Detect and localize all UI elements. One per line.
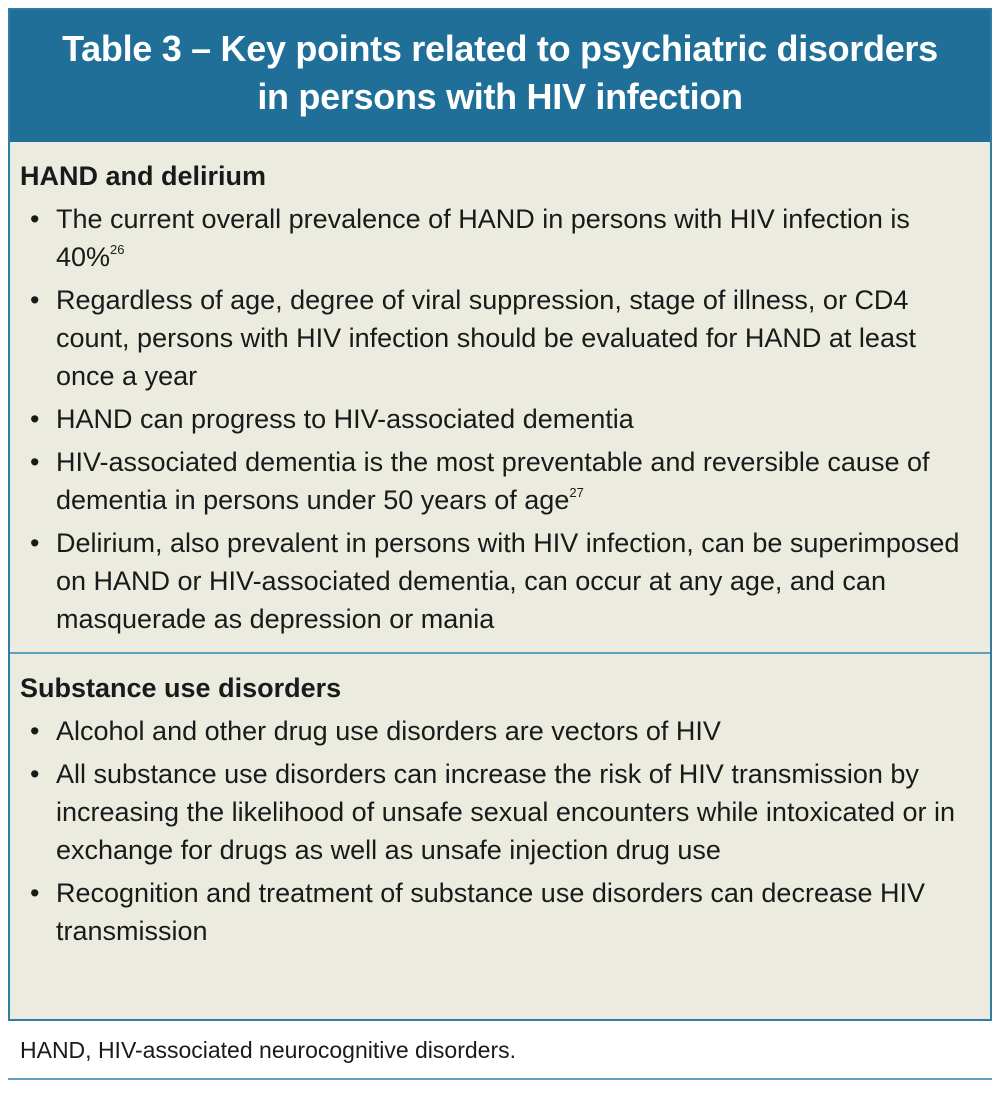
section-heading: Substance use disorders bbox=[20, 673, 342, 703]
bullet-icon: • bbox=[30, 404, 40, 434]
bullet-list bbox=[20, 200, 990, 638]
section-hand-delirium bbox=[10, 142, 990, 652]
list-item bbox=[20, 524, 990, 638]
list-item bbox=[20, 281, 990, 395]
item-text: Regardless of age, degree of viral suppression, stage of illness, or CD4 count, persons with HIV infection should be evaluated for HAND at least once a year bbox=[56, 285, 916, 391]
section-heading: HAND and delirium bbox=[20, 161, 267, 191]
list-item bbox=[20, 200, 990, 276]
item-text: Recognition and treatment of substance use disorders can decrease HIV transmission bbox=[56, 878, 925, 946]
bullet-icon: • bbox=[30, 285, 40, 315]
list-item bbox=[20, 712, 990, 750]
list-item bbox=[20, 443, 990, 519]
item-text: Alcohol and other drug use disorders are vectors of HIV bbox=[56, 716, 721, 746]
key-points-table bbox=[8, 8, 992, 1021]
list-item bbox=[20, 755, 990, 869]
bullet-icon: • bbox=[30, 447, 40, 477]
bullet-icon: • bbox=[30, 878, 40, 908]
reference-number: 26 bbox=[110, 242, 125, 257]
bullet-list bbox=[20, 712, 990, 950]
bullet-icon: • bbox=[30, 204, 40, 234]
item-text: The current overall prevalence of HAND in persons with HIV infection is 40% bbox=[56, 204, 910, 272]
section-substance-use bbox=[10, 654, 990, 950]
item-text: HIV-associated dementia is the most preventable and reversible cause of dementia in persons under 50 years of age bbox=[56, 447, 930, 515]
reference-number: 27 bbox=[569, 485, 584, 500]
table-title-line-2: in persons with HIV infection bbox=[257, 76, 743, 117]
bullet-icon: • bbox=[30, 759, 40, 789]
item-text: HAND can progress to HIV-associated dementia bbox=[56, 404, 634, 434]
table-title bbox=[10, 10, 990, 142]
list-item bbox=[20, 400, 990, 438]
list-item bbox=[20, 874, 990, 950]
table-title-line-1: Table 3 – Key points related to psychiatric disorders bbox=[62, 28, 938, 69]
bullet-icon: • bbox=[30, 716, 40, 746]
bullet-icon: • bbox=[30, 528, 40, 558]
bottom-divider bbox=[8, 1078, 992, 1080]
table-footnote: HAND, HIV-associated neurocognitive disorders. bbox=[20, 1037, 517, 1063]
item-text: All substance use disorders can increase the risk of HIV transmission by increasing the likelihood of unsafe sexual encounters while intoxicated or in exchange for drugs as well as unsafe injection drug use bbox=[56, 759, 956, 865]
item-text: Delirium, also prevalent in persons with HIV infection, can be superimposed on HAND or HIV-associated dementia, can occur at any age, and can masquerade as depression or mania bbox=[56, 528, 960, 634]
